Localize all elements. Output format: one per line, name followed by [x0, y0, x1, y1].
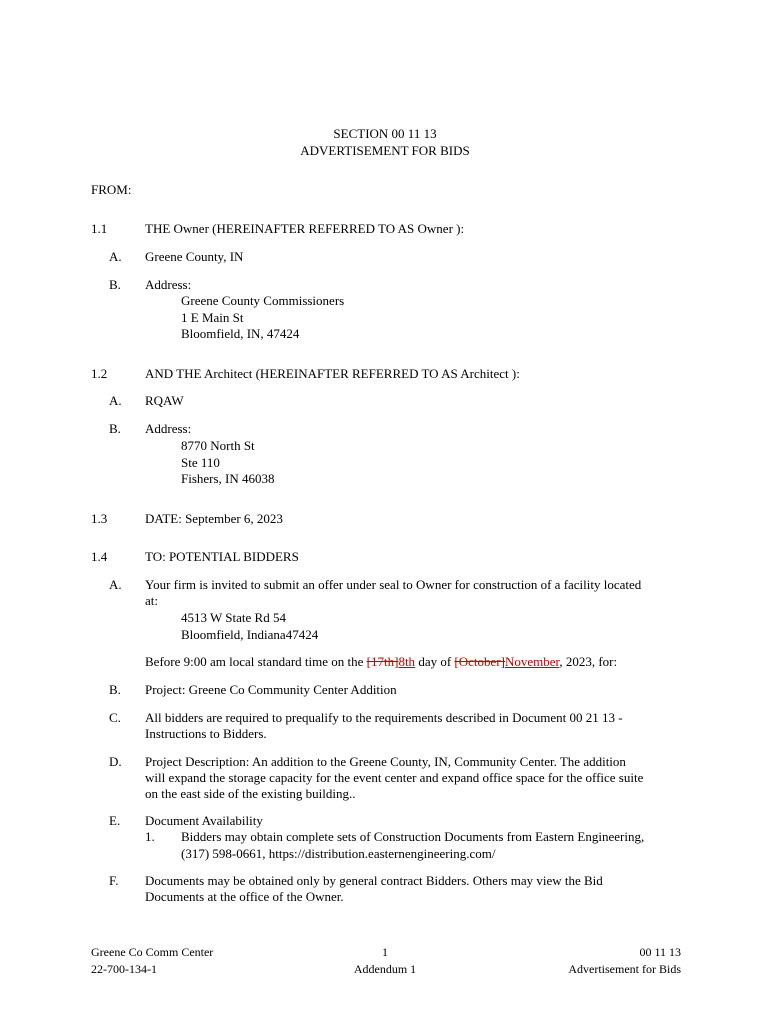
address-line: 1 E Main St: [181, 310, 244, 325]
footer-page-number: 1: [382, 945, 388, 959]
article-heading: THE Owner (HEREINAFTER REFERRED TO AS Owner ):: [145, 221, 465, 236]
paragraph-letter: F.: [109, 873, 119, 888]
footer-addendum: Addendum 1: [353, 962, 417, 976]
paragraph-text: Documents may be obtained only by general contract Bidders. Others may view the Bid: [145, 873, 603, 888]
address-line: Fishers, IN 46038: [181, 471, 275, 486]
paragraph-letter: E.: [109, 813, 121, 828]
paragraph-letter: B.: [109, 682, 121, 697]
article-heading: AND THE Architect (HEREINAFTER REFERRED TO AS Architect ):: [145, 366, 520, 381]
paragraph-text: at:: [145, 593, 158, 608]
article-number: 1.2: [91, 366, 108, 381]
article-number: 1.4: [91, 549, 108, 564]
article-number: 1.1: [91, 221, 108, 236]
project-name: Project: Greene Co Community Center Addition: [145, 682, 397, 697]
footer-project-number: 22-700-134-1: [91, 962, 157, 976]
footer-project-name: Greene Co Comm Center: [91, 945, 214, 959]
section-number: SECTION 00 11 13: [333, 126, 437, 141]
deleted-month: [October]: [454, 654, 505, 669]
article-heading: TO: POTENTIAL BIDDERS: [145, 549, 299, 564]
address-line: Bloomfield, IN, 47424: [181, 326, 300, 341]
document-title: ADVERTISEMENT FOR BIDS: [300, 143, 470, 158]
paragraph-text: Instructions to Bidders.: [145, 726, 267, 741]
paragraph-text: Documents at the office of the Owner.: [145, 889, 344, 904]
owner-name: Greene County, IN: [145, 249, 244, 264]
paragraph-text: Your firm is invited to submit an offer under seal to Owner for construction of a facility located: [145, 577, 642, 592]
deleted-day: [17th]: [366, 654, 399, 669]
architect-name: RQAW: [145, 393, 184, 408]
bid-deadline-sentence: [145, 654, 617, 670]
address-line: Greene County Commissioners: [181, 293, 345, 308]
paragraph-letter: A.: [109, 249, 122, 264]
deadline-text: day of: [415, 654, 455, 669]
date-text: DATE: September 6, 2023: [145, 511, 283, 526]
paragraph-letter: C.: [109, 710, 121, 725]
address-line: Ste 110: [181, 455, 220, 470]
deadline-text: , 2023, for:: [559, 654, 618, 669]
paragraph-text: on the east side of the existing building..: [145, 786, 356, 801]
address-line: 8770 North St: [181, 438, 255, 453]
paragraph-letter: A.: [109, 393, 122, 408]
paragraph-letter: B.: [109, 421, 121, 436]
address-label: Address:: [145, 277, 192, 292]
site-address-line: Bloomfield, Indiana47424: [181, 627, 319, 642]
paragraph-letter: B.: [109, 277, 121, 292]
paragraph-text: All bidders are required to prequalify to the requirements described in Document 00 21 13 -: [145, 710, 623, 725]
paragraph-letter: D.: [109, 754, 122, 769]
from-label: FROM:: [91, 182, 132, 197]
inserted-day: 8th: [398, 654, 416, 669]
footer-section-number: 00 11 13: [639, 945, 681, 959]
paragraph-text: will expand the storage capacity for the event center and expand office space for the office suite: [145, 770, 644, 785]
paragraph-letter: A.: [109, 577, 122, 592]
list-number: 1.: [145, 829, 155, 844]
paragraph-heading: Document Availability: [145, 813, 263, 828]
address-label: Address:: [145, 421, 192, 436]
article-number: 1.3: [91, 511, 108, 526]
inserted-month: November: [504, 654, 560, 669]
footer-section-title: Advertisement for Bids: [568, 962, 681, 976]
paragraph-text: Project Description: An addition to the Greene County, IN, Community Center. The addition: [145, 754, 626, 769]
site-address-line: 4513 W State Rd 54: [181, 610, 286, 625]
list-item-text: Bidders may obtain complete sets of Construction Documents from Eastern Engineering,: [181, 829, 645, 844]
deadline-text: Before 9:00 am local standard time on the: [145, 654, 367, 669]
list-item-text: (317) 598-0661, https://distribution.easternengineering.com/: [181, 846, 496, 861]
